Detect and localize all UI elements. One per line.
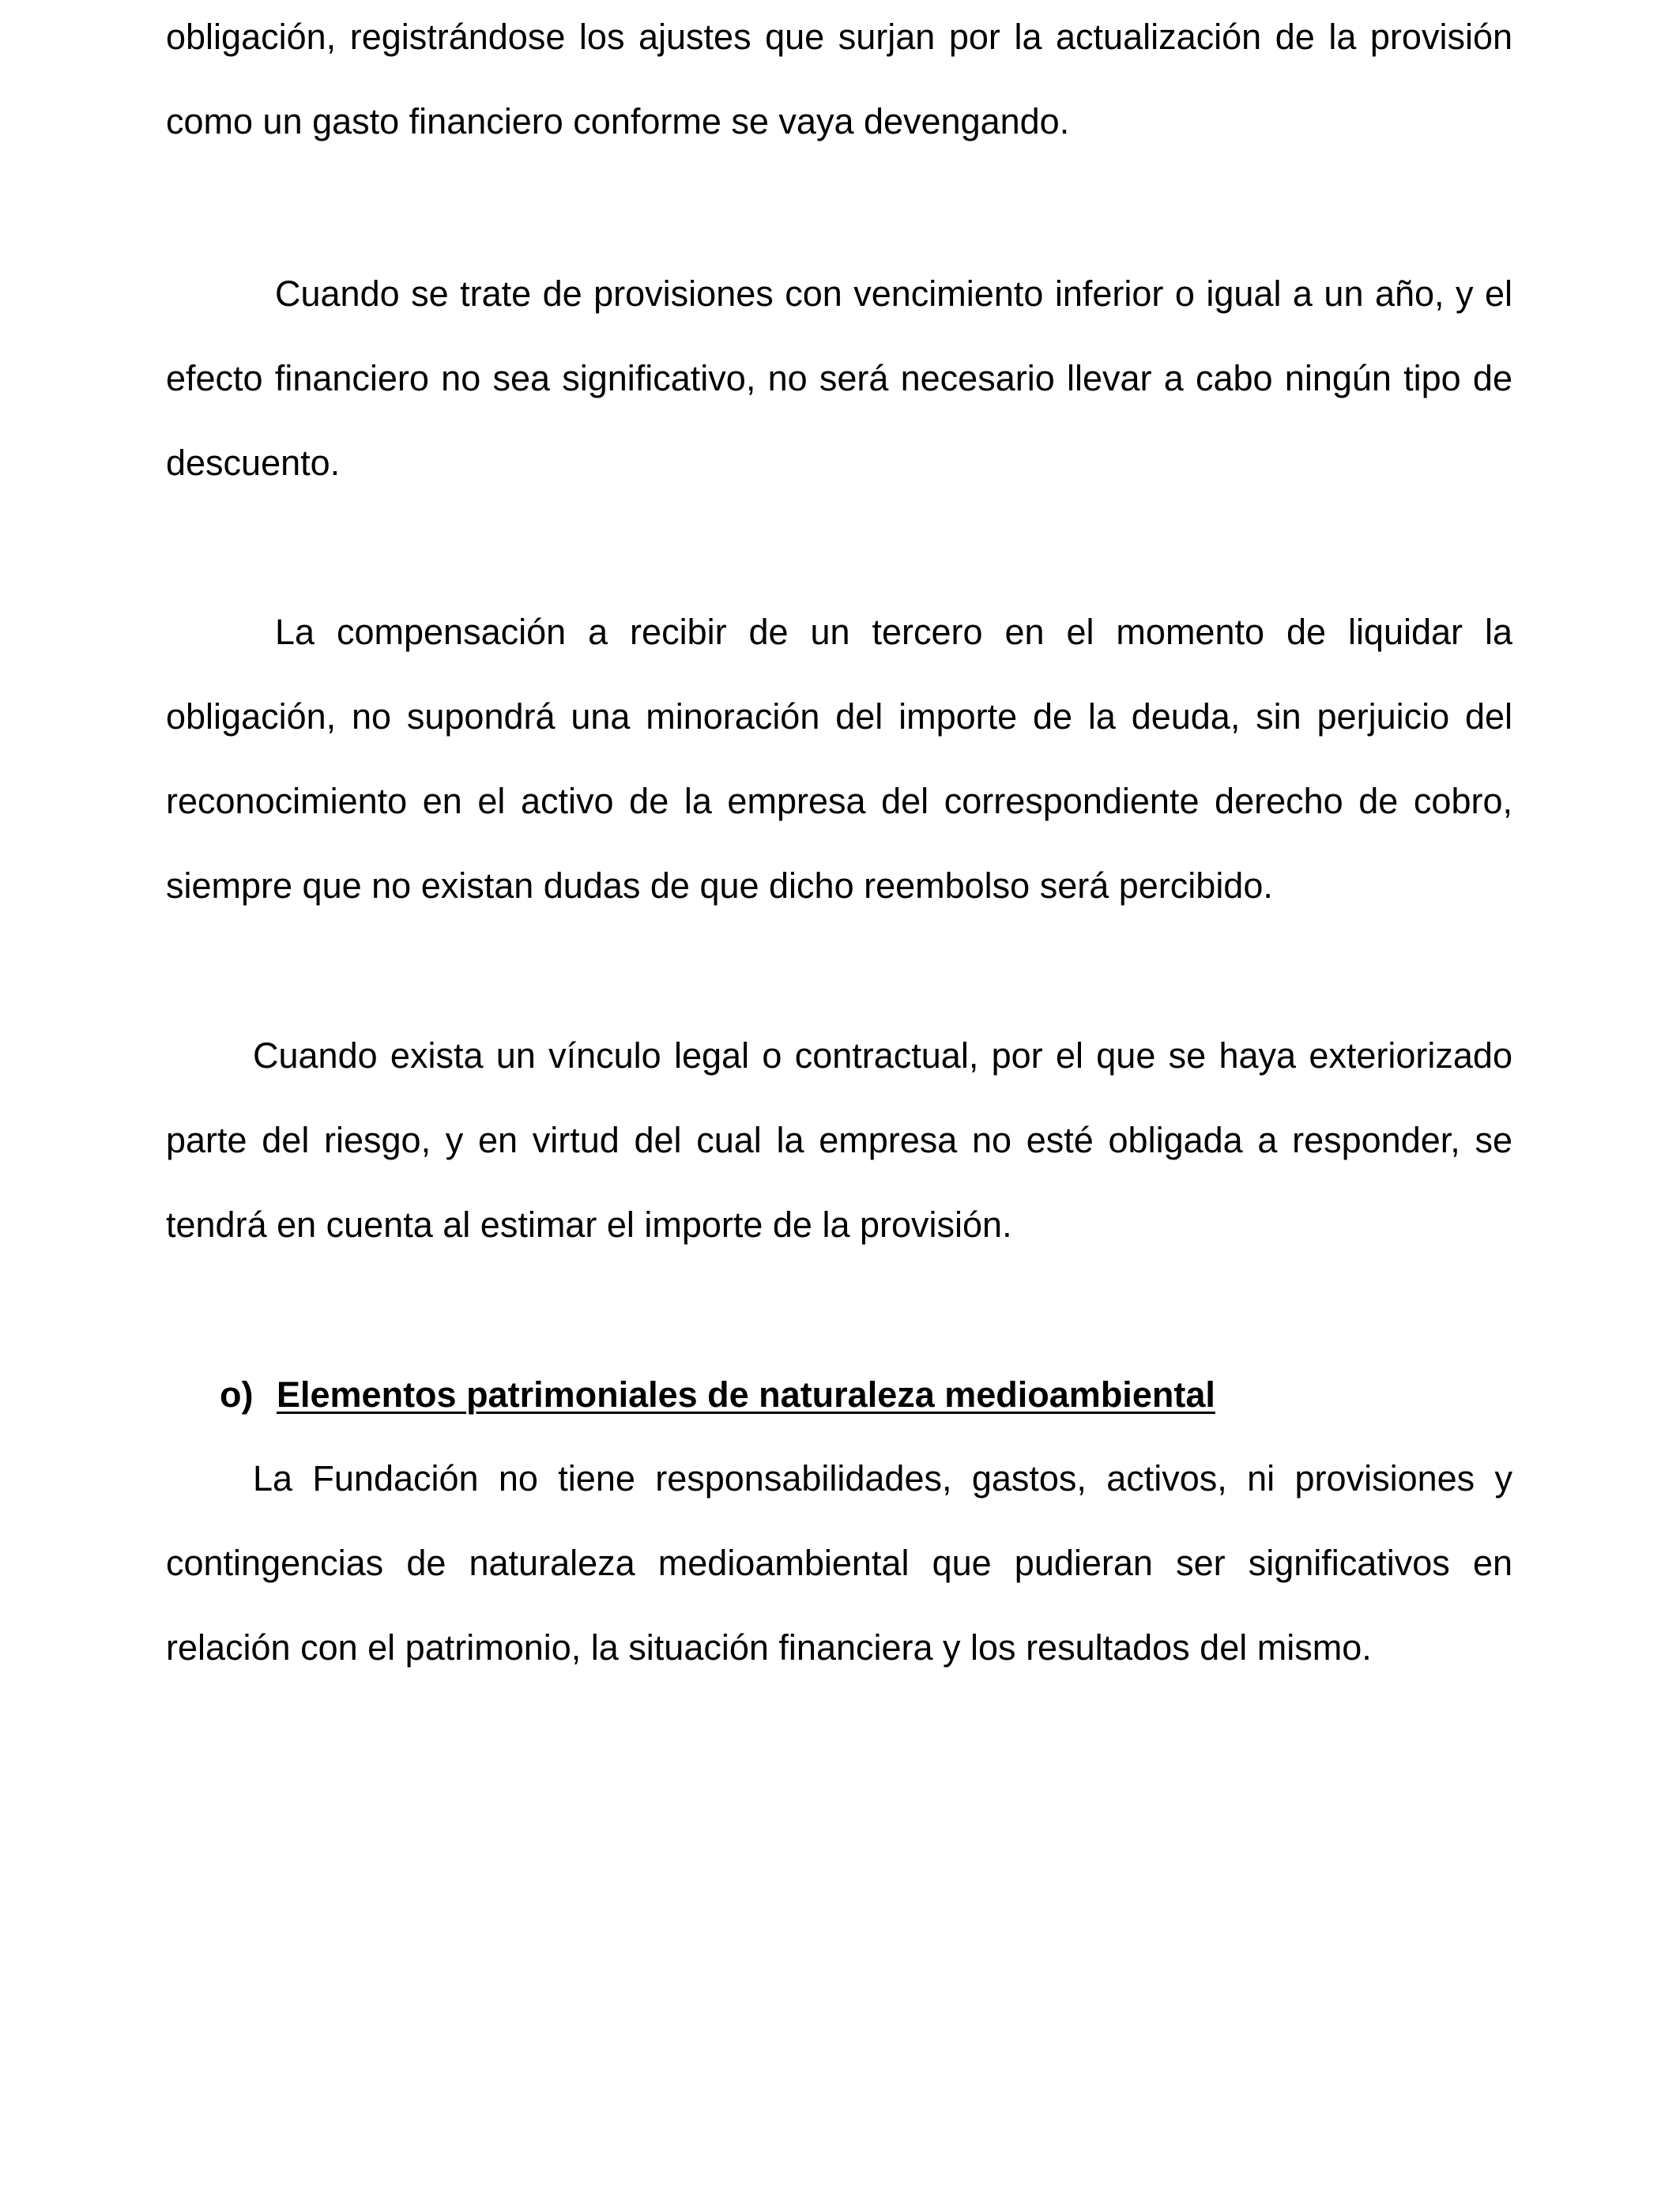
section-heading bbox=[220, 1352, 1215, 1437]
paragraph-environmental-elements: La Fundación no tiene responsabilidades, gastos, activos, ni provisiones y contingencias de naturaleza medioambiental que pudieran ser significativos en relación con el patrimonio, la situación financiera y los resultados del mismo. bbox=[166, 1458, 1512, 1668]
section-title: Elementos patrimoniales de naturaleza medioambiental bbox=[277, 1374, 1215, 1415]
paragraph-legal-link-risk: Cuando exista un vínculo legal o contractual, por el que se haya exteriorizado parte del riesgo, y en virtud del cual la empresa no esté obligada a responder, se tendrá en cuenta al estimar el importe de la provisión. bbox=[166, 1035, 1512, 1245]
paragraph-provision-adjustment: obligación, registrándose los ajustes que surjan por la actualización de la provisión como un gasto financiero conforme se vaya devengando. bbox=[166, 17, 1512, 141]
paragraph-short-term-provisions: Cuando se trate de provisiones con vencimiento inferior o igual a un año, y el efecto financiero no sea significativo, no será necesario llevar a cabo ningún tipo de descuento. bbox=[166, 273, 1512, 483]
section-marker: o) bbox=[220, 1374, 254, 1415]
paragraph-third-party-compensation: La compensación a recibir de un tercero en el momento de liquidar la obligación, no supondrá una minoración del importe de la deuda, sin perjuicio del reconocimiento en el activo de la empresa del correspondiente derecho de cobro, siempre que no existan dudas de que dicho reembolso será percibido. bbox=[166, 612, 1512, 906]
